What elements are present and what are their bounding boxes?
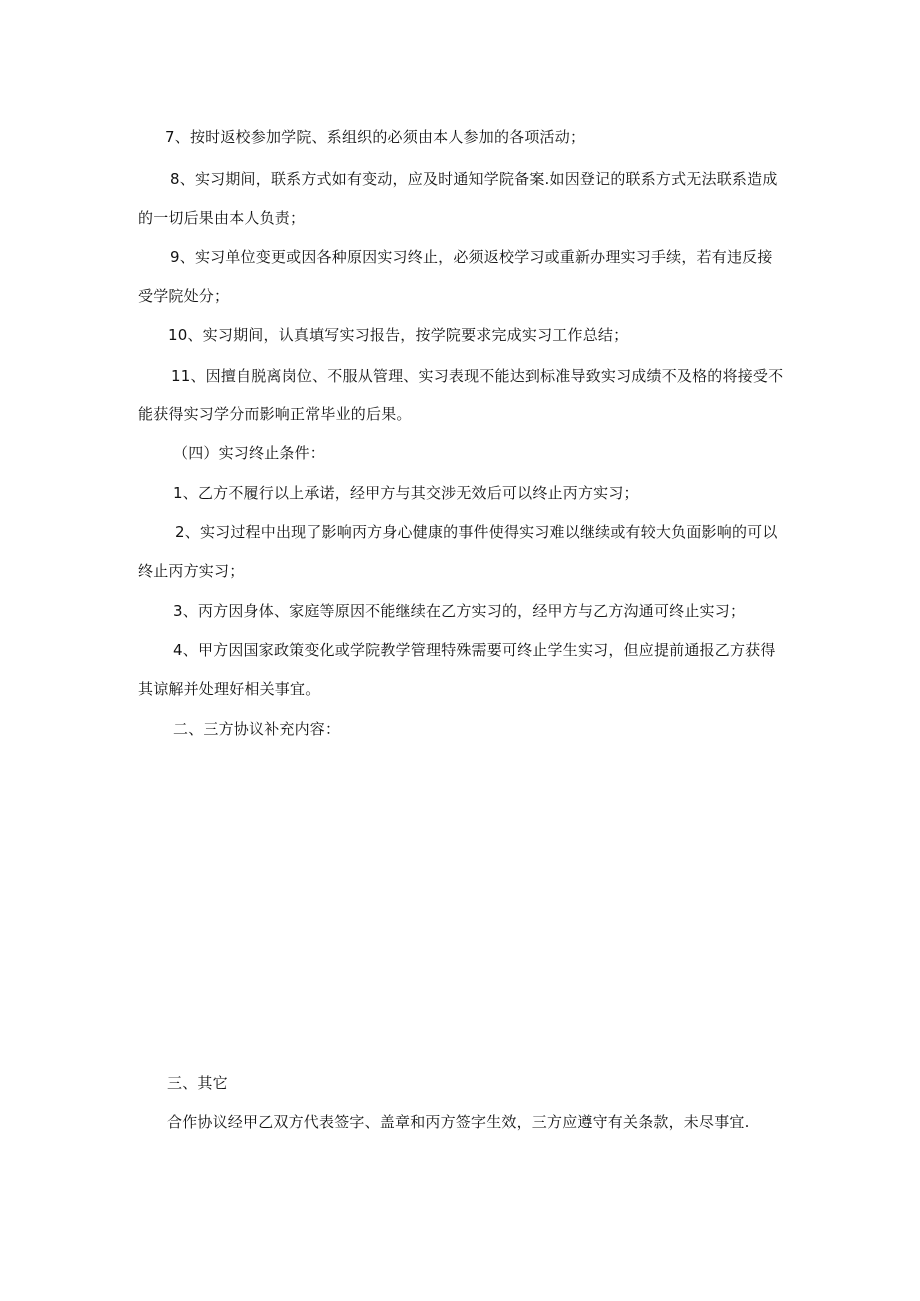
clause-9-line-1: 9、实习单位变更或因各种原因实习终止，必须返校学习或重新办理实习手续，若有违反接 bbox=[170, 248, 773, 266]
termination-4-line-2: 其谅解并处理好相关事宜。 bbox=[138, 680, 321, 698]
termination-4-line-1: 4、甲方因国家政策变化或学院教学管理特殊需要可终止学生实习，但应提前通报乙方获得 bbox=[173, 641, 776, 659]
clause-9-line-2: 受学院处分； bbox=[138, 287, 230, 305]
clause-8-line-2: 的一切后果由本人负责； bbox=[138, 209, 306, 227]
termination-2-line-2: 终止丙方实习； bbox=[138, 562, 245, 580]
section-four-title: （四）实习终止条件： bbox=[173, 444, 326, 462]
clause-7: 7、按时返校参加学院、系组织的必须由本人参加的各项活动； bbox=[165, 128, 586, 146]
clause-8-line-1: 8、实习期间，联系方式如有变动，应及时通知学院备案.如因登记的联系方式无法联系造成 bbox=[170, 170, 778, 188]
supplement-title: 二、三方协议补充内容： bbox=[173, 720, 341, 738]
clause-11-line-1: 11、因擅自脱离岗位、不服从管理、实习表现不能达到标准导致实习成绩不及格的将接受不 bbox=[171, 367, 784, 385]
other-text: 合作协议经甲乙双方代表签字、盖章和丙方签字生效，三方应遵守有关条款，未尽事宜. bbox=[167, 1113, 750, 1131]
clause-11-line-2: 能获得实习学分而影响正常毕业的后果。 bbox=[138, 405, 412, 423]
termination-3: 3、丙方因身体、家庭等原因不能继续在乙方实习的，经甲方与乙方沟通可终止实习； bbox=[173, 602, 746, 620]
termination-1: 1、乙方不履行以上承诺，经甲方与其交涉无效后可以终止丙方实习； bbox=[173, 484, 639, 502]
clause-10: 10、实习期间，认真填写实习报告，按学院要求完成实习工作总结； bbox=[168, 326, 629, 344]
termination-2-line-1: 2、实习过程中出现了影响丙方身心健康的事件使得实习难以继续或有较大负面影响的可以 bbox=[175, 523, 778, 541]
other-title: 三、其它 bbox=[167, 1074, 228, 1092]
